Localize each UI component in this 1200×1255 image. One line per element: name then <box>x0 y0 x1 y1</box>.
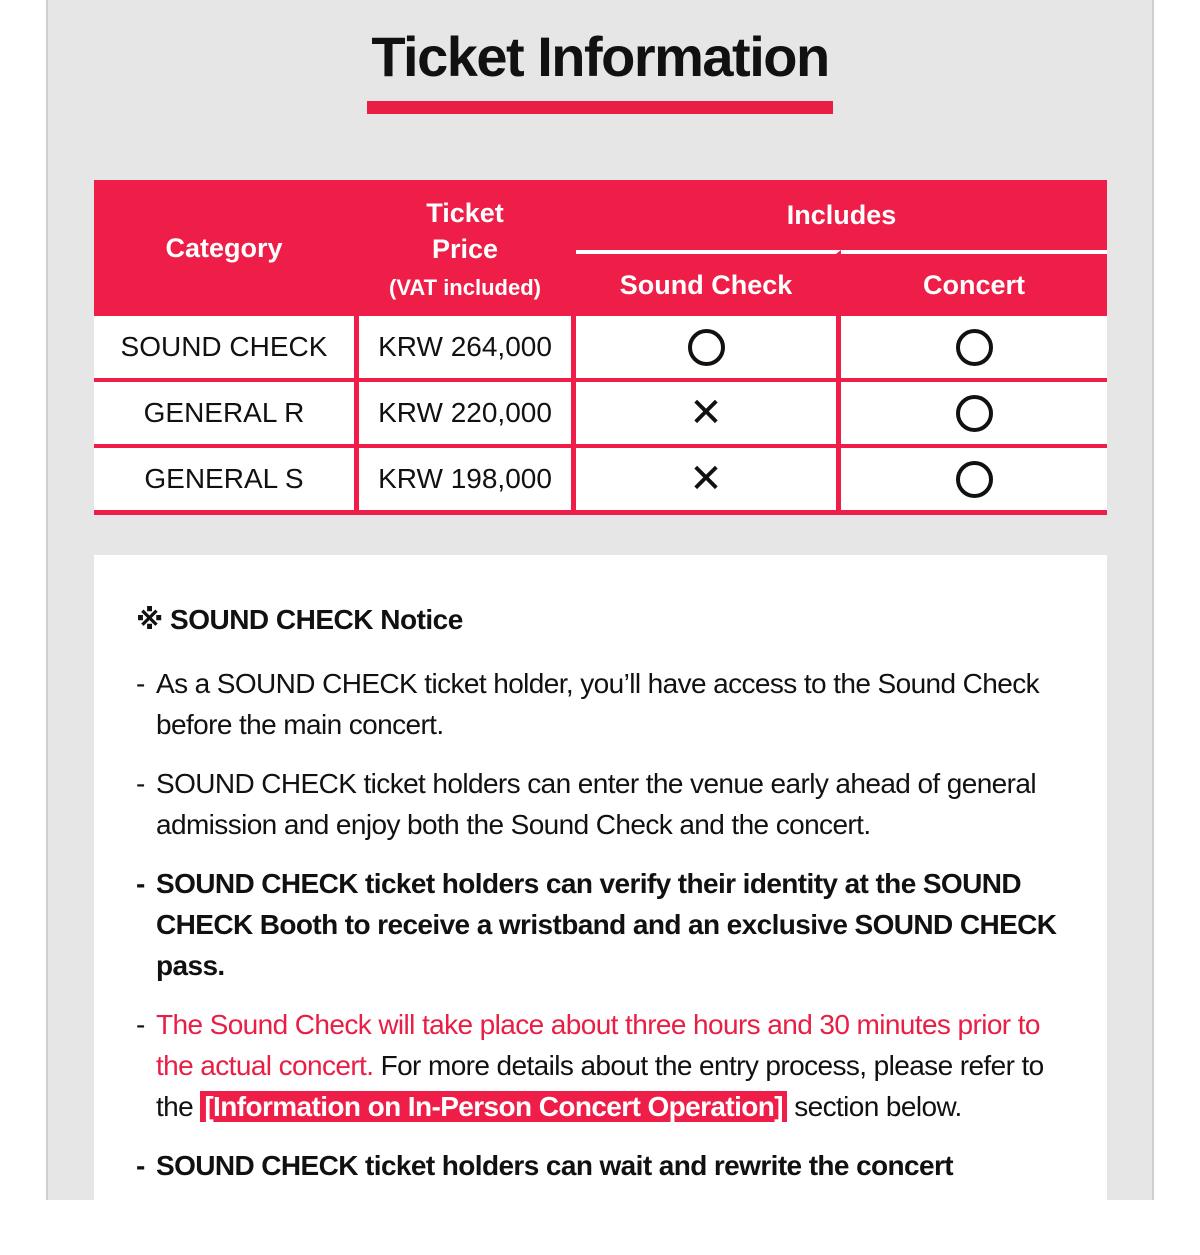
item-text: SOUND CHECK ticket holders can enter the venue early ahead of general admission and enjoy both the Sound Check and the concert. <box>156 768 1036 840</box>
dash-bullet: - <box>136 868 145 899</box>
header-concert: Concert <box>841 250 1107 316</box>
list-item <box>136 1145 1076 1186</box>
header-price-line1: Ticket <box>426 198 504 228</box>
header-category: Category <box>94 180 359 316</box>
header-price-line2: Price <box>431 234 499 264</box>
row-price: KRW 220,000 <box>359 382 576 448</box>
row-sound-check <box>576 448 841 515</box>
list-item <box>136 663 1076 745</box>
row-category: SOUND CHECK <box>94 316 359 382</box>
row-price: KRW 198,000 <box>359 448 576 515</box>
row-sound-check <box>576 382 841 448</box>
header-sound-check: Sound Check <box>576 250 841 316</box>
item-text: SOUND CHECK ticket holders can verify their identity at the SOUND CHECK Booth to receive a wristband and an exclusive SOUND CHECK pass. <box>156 868 1057 981</box>
row-concert <box>841 316 1107 382</box>
circle-icon <box>956 329 993 366</box>
list-item <box>136 1004 1076 1127</box>
dash-bullet: - <box>136 668 145 699</box>
row-concert <box>841 382 1107 448</box>
notice-box <box>94 555 1107 1255</box>
list-item <box>136 763 1076 845</box>
ticket-table <box>94 180 1107 515</box>
circle-icon <box>956 395 993 432</box>
row-concert <box>841 448 1107 515</box>
header-price-note: (VAT included) <box>389 275 541 300</box>
row-category: GENERAL S <box>94 448 359 515</box>
notice-list <box>136 663 1076 1204</box>
dash-bullet: - <box>136 1150 145 1181</box>
table-row <box>94 382 1107 448</box>
table-row <box>94 316 1107 382</box>
item-text: For more details about the entry process, please refer to the <box>156 1050 1044 1122</box>
cross-icon: ✕ <box>689 457 723 501</box>
row-sound-check <box>576 316 841 382</box>
dash-bullet: - <box>136 1009 145 1040</box>
notice-title-text: SOUND CHECK Notice <box>170 604 463 635</box>
notice-title <box>136 603 463 636</box>
table-row <box>94 448 1107 515</box>
reference-mark-icon: ※ <box>136 604 163 635</box>
circle-icon <box>688 329 725 366</box>
circle-icon <box>956 461 993 498</box>
item-text: SOUND CHECK ticket holders can wait and rewrite the concert <box>156 1150 954 1181</box>
row-category: GENERAL R <box>94 382 359 448</box>
list-item <box>136 863 1076 986</box>
header-ticket-price <box>359 180 576 316</box>
section-link-tag[interactable]: [Information on In-Person Concert Operation] <box>200 1091 787 1122</box>
cross-icon: ✕ <box>689 391 723 435</box>
item-highlight-text: The Sound Check will take place about three hours and 30 minutes prior to the actual concert. <box>156 1009 1040 1081</box>
item-text-end: section below. <box>787 1091 962 1122</box>
title-underline <box>367 101 833 114</box>
row-price: KRW 264,000 <box>359 316 576 382</box>
item-text: As a SOUND CHECK ticket holder, you’ll have access to the Sound Check before the main concert. <box>156 668 1040 740</box>
dash-bullet: - <box>136 768 145 799</box>
page-title: Ticket Information <box>371 25 829 88</box>
header-includes: Includes <box>576 180 1107 250</box>
